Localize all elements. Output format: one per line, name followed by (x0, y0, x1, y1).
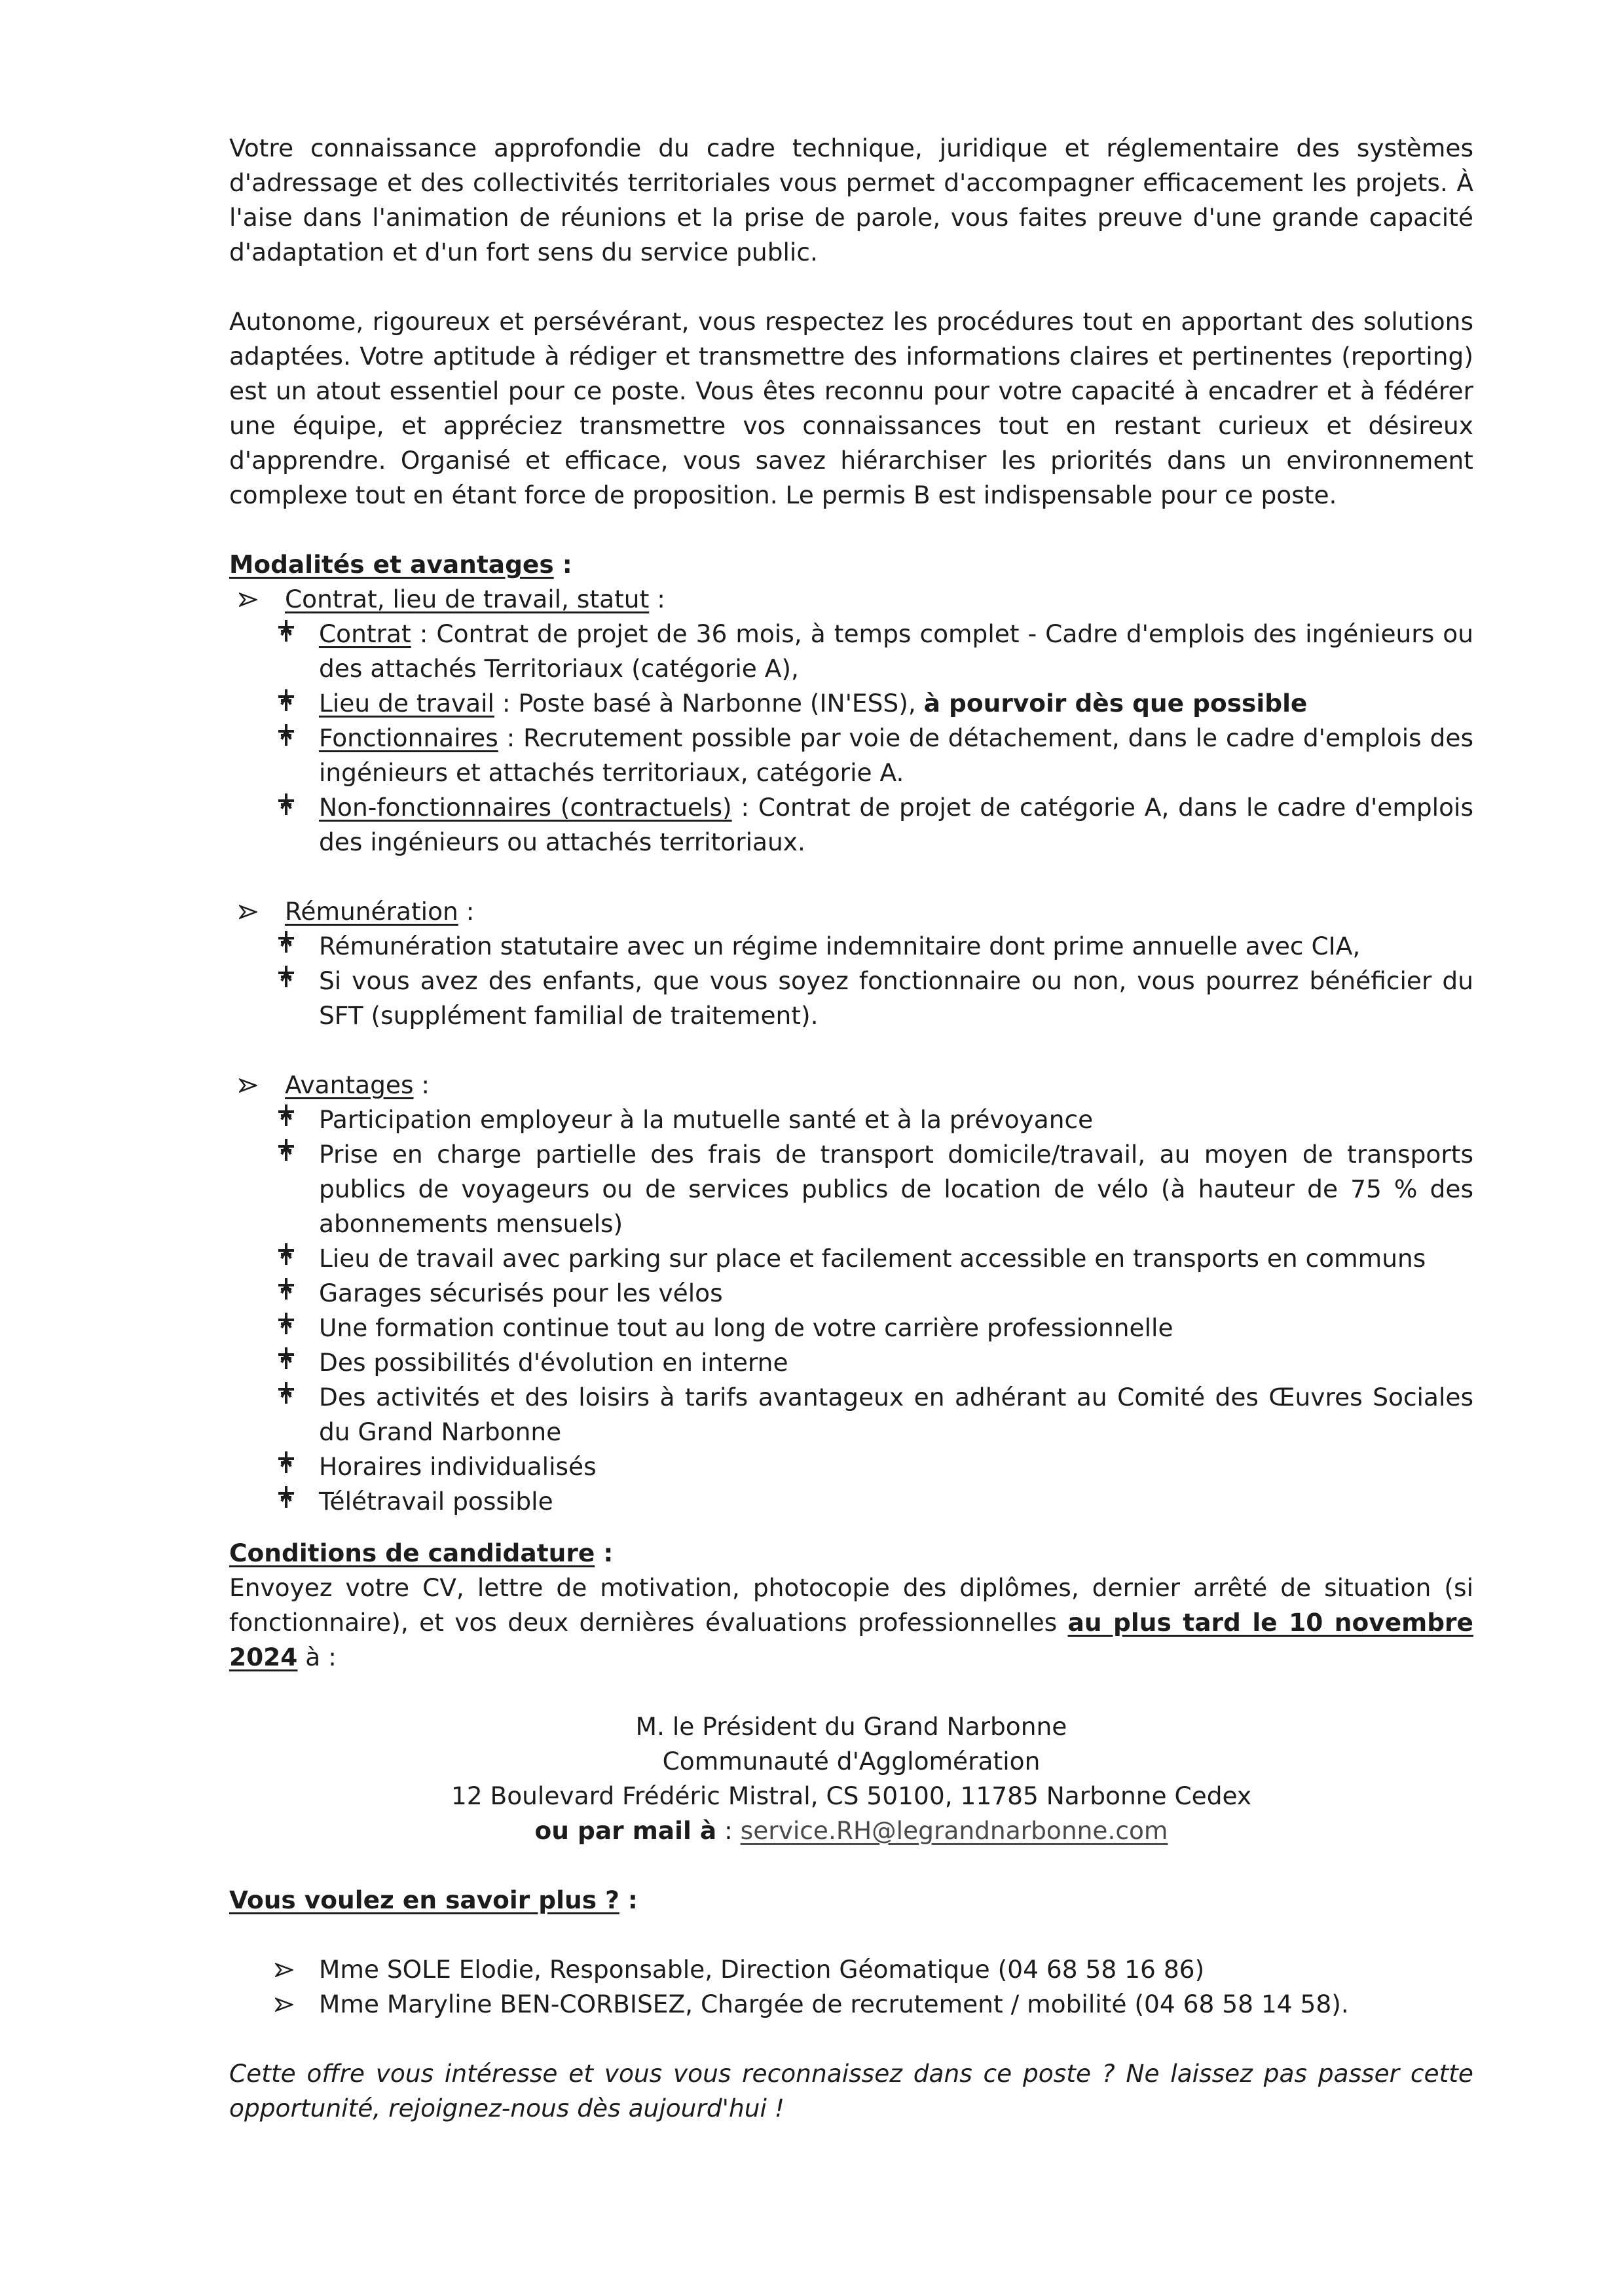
email-line: ou par mail à : service.RH@legrandnarbonne.com (534, 1816, 1168, 1845)
pin-icon (275, 792, 301, 818)
spacer (229, 270, 1473, 304)
spacer (229, 1519, 1473, 1536)
conditions-heading: Conditions de candidature : (229, 1539, 614, 1567)
email-link[interactable]: service.RH@legrandnarbonne.com (740, 1816, 1168, 1845)
pin-icon (275, 1345, 301, 1372)
pin-icon (275, 722, 301, 748)
list-item: Lieu de travail : Poste basé à Narbonne (IN'ESS), à pourvoir dès que possible (229, 686, 1473, 721)
list-item: Fonctionnaires : Recrutement possible par voie de détachement, dans le cadre d'emplois des ingénieurs et attachés territoriaux, catégorie A. (229, 721, 1473, 790)
list-item: Télétravail possible (229, 1484, 1473, 1519)
list-item: Une formation continue tout au long de votre carrière professionnelle (229, 1311, 1473, 1345)
section-contrat-title: Contrat, lieu de travail, statut (285, 585, 650, 613)
pin-icon (275, 1241, 301, 1267)
closing-statement: Cette offre vous intéresse et vous vous reconnaissez dans ce poste ? Ne laissez pas passer cette opportunité, rejoignez-nous dès aujourd'hui ! (229, 2059, 1473, 2123)
list-item: Horaires individualisés (229, 1449, 1473, 1484)
section-contrat: Contrat, lieu de travail, statut : (229, 582, 1473, 617)
list-item: Prise en charge partielle des frais de transport domicile/travail, au moyen de transports publics de voyageurs ou de services publics de location de vélo (à hauteur de 75 % des abonnements mensuels) (229, 1137, 1473, 1241)
section-remuneration: Rémunération : (229, 894, 1473, 929)
pin-icon (275, 1137, 301, 1163)
spacer (229, 860, 1473, 894)
modalites-heading-text: Modalités et avantages (229, 550, 554, 579)
deadline: au plus tard le 10 novembre 2024 (229, 1608, 1473, 1671)
intro-paragraph-1: Votre connaissance approfondie du cadre technique, juridique et réglementaire des systèmes d'adressage et des collectivités territoriales vous permet d'accompagner efficacement les projets. À l'aise dans l'animation de réunions et la prise de parole, vous faites preuve d'une grande capacité d'adaptation et d'un fort sens du service public. (229, 134, 1473, 266)
arrowhead-icon (239, 582, 265, 617)
pin-icon (275, 964, 301, 990)
document-page (229, 131, 1473, 2126)
spacer (229, 1033, 1473, 1068)
pin-icon (275, 1449, 301, 1476)
contact-item: Mme SOLE Elodie, Responsable, Direction Géomatique (04 68 58 16 86) (229, 1952, 1473, 1987)
pin-icon (275, 929, 301, 955)
pin-icon (275, 1484, 301, 1510)
spacer (229, 1918, 1473, 1952)
pin-icon (275, 1102, 301, 1129)
pin-icon (275, 1311, 301, 1337)
contact-item: Mme Maryline BEN-CORBISEZ, Chargée de recrutement / mobilité (04 68 58 14 58). (229, 1987, 1473, 2022)
list-item: Garages sécurisés pour les vélos (229, 1276, 1473, 1311)
pin-icon (275, 618, 301, 644)
arrowhead-icon (239, 894, 265, 929)
intro-paragraph-2: Autonome, rigoureux et persévérant, vous respectez les procédures tout en apportant des solutions adaptées. Votre aptitude à rédiger et transmettre des informations claires et pertinentes (reporting) est un atout essentiel pour ce poste. Vous êtes reconnu pour votre capacité à encadrer et à fédérer une équipe, et appréciez transmettre vos connaissances tout en restant curieux et désireux d'apprendre. Organisé et efficace, vous savez hiérarchiser les priorités dans un environnement complexe tout en étant force de proposition. Le permis B est indispensable pour ce poste. (229, 307, 1473, 509)
pin-icon (275, 687, 301, 714)
list-item: Des possibilités d'évolution en interne (229, 1345, 1473, 1380)
list-item: Rémunération statutaire avec un régime indemnitaire dont prime annuelle avec CIA, (229, 929, 1473, 964)
spacer (229, 1675, 1473, 1709)
list-item: Non-fonctionnaires (contractuels) : Contrat de projet de catégorie A, dans le cadre d'emplois des ingénieurs ou attachés territoriaux. (229, 790, 1473, 860)
spacer (229, 1848, 1473, 1883)
section-avantages: Avantages : (229, 1068, 1473, 1102)
arrowhead-icon (239, 1068, 265, 1102)
conditions-heading-text: Conditions de candidature (229, 1539, 595, 1567)
list-item: Des activités et des loisirs à tarifs avantageux en adhérant au Comité des Œuvres Sociales du Grand Narbonne (229, 1380, 1473, 1449)
section-avantages-title: Avantages (285, 1070, 414, 1099)
spacer (229, 513, 1473, 547)
address-block: M. le Président du Grand Narbonne Communauté d'Agglomération 12 Boulevard Frédéric Mistral, CS 50100, 11785 Narbonne Cedex ou par mail à : service.RH@legrandnarbonne.com (229, 1709, 1473, 1848)
list-item: Contrat : Contrat de projet de 36 mois, à temps complet - Cadre d'emplois des ingénieurs ou des attachés Territoriaux (catégorie A), (229, 617, 1473, 686)
list-item: Si vous avez des enfants, que vous soyez fonctionnaire ou non, vous pourrez bénéficier du SFT (supplément familial de traitement). (229, 964, 1473, 1033)
section-remuneration-title: Rémunération (285, 897, 458, 926)
list-item: Participation employeur à la mutuelle santé et à la prévoyance (229, 1102, 1473, 1137)
pin-icon (275, 1276, 301, 1302)
conditions-text: Envoyez votre CV, lettre de motivation, photocopie des diplômes, dernier arrêté de situation (si fonctionnaire), et vos deux dernières évaluations professionnelles au plus tard le 10 novembre 2024 à : (229, 1573, 1473, 1671)
arrowhead-icon (275, 1952, 301, 1987)
spacer (229, 2022, 1473, 2056)
arrowhead-icon (275, 1987, 301, 2022)
modalites-heading: Modalités et avantages : (229, 550, 572, 579)
savoir-plus-heading: Vous voulez en savoir plus ? : (229, 1886, 638, 1914)
pin-icon (275, 1380, 301, 1406)
savoir-plus-heading-text: Vous voulez en savoir plus ? (229, 1886, 619, 1914)
list-item: Lieu de travail avec parking sur place et facilement accessible en transports en communs (229, 1241, 1473, 1276)
